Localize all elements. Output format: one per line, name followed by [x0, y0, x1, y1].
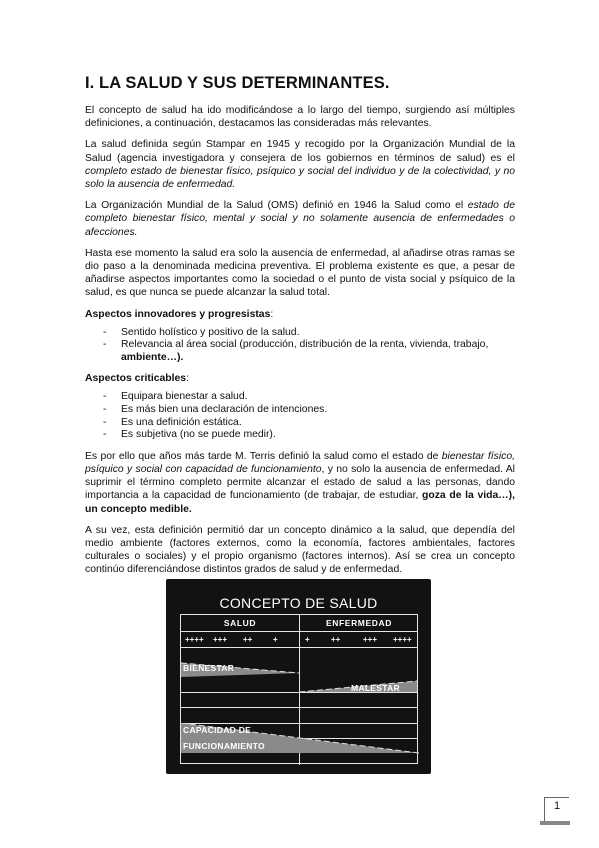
enf-mark: +++ — [363, 635, 378, 644]
paragraph-dynamic: A su vez, esta definición permitió dar un concepto dinámico a la salud, que dependía del medio ambiente (factores externos, como la economía, factores ambientales, factores culturales o sociales) y el propio organismo (factores internos). Así se crea un concepto continúo diferenciándose distintos grados de salud y de enfermedad. — [85, 524, 515, 576]
list-item: - Equipara bienestar a salud. — [85, 391, 515, 404]
list-item: - Es una definición estática. — [85, 417, 515, 430]
list-criticables — [85, 391, 515, 441]
page-content — [85, 74, 515, 585]
col-header-salud: SALUD — [223, 618, 257, 628]
paragraph-intro: El concepto de salud ha ido modificándose a lo largo del tiempo, surgiendo así múltiples definiciones, a continuación, destacamos las consideradas más relevantes. — [85, 105, 515, 130]
text-span: , y no solo la ausencia de enfermedad. Al suprimir el término completo permite alcanzar el estado de salud a las personas, dando importancia a la capacidad de funcionamiento (de trabajar, de estudiar, — [85, 464, 515, 502]
salud-mark: ++++ — [185, 635, 204, 644]
list-item — [85, 339, 515, 364]
page-number-bar — [540, 821, 570, 825]
bold-text: ambiente…). — [121, 351, 184, 363]
malestar-label: MALESTAR — [351, 683, 400, 693]
grid-line — [181, 647, 417, 648]
text-span: La salud definida según Stampar en 1945 y recogido por la Organización Mundial de la Salud (agencia investigadora y consejera de los gobiernos en términos de salud) es el — [85, 139, 515, 164]
list-item: - Sentido holístico y positivo de la salud. — [85, 327, 515, 340]
salud-mark: +++ — [213, 635, 228, 644]
page-title: I. LA SALUD Y SUS DETERMINANTES. — [85, 74, 390, 92]
heading-innovadores — [85, 308, 515, 321]
paragraph-oms — [85, 199, 515, 239]
enf-mark: ++ — [331, 635, 341, 644]
text-span: Es por ello que años más tarde M. Terris definió la salud como el estado de — [85, 450, 442, 462]
italic-definition: completo estado de bienestar físico, psíquico y social del individuo y de la colectividad, y no solo la ausencia de enfermedad. — [85, 165, 515, 191]
page-number: 1 — [553, 800, 561, 812]
text-span: La Organización Mundial de la Salud (OMS) definió en 1946 la Salud como el — [85, 200, 468, 212]
text-span: Relevancia al área social (producción, distribución de la renta, vivienda, trabajo, — [121, 339, 489, 351]
figure-title: CONCEPTO DE SALUD — [219, 595, 378, 611]
subheading-text: Aspectos innovadores y progresistas — [85, 308, 271, 320]
enf-mark: + — [305, 635, 310, 644]
italic-definition: estado de completo bienestar físico, mental y social y no solamente ausencia de enfermedades o afecciones. — [85, 200, 515, 238]
italic-definition: bienestar físico, psíquico y social con capacidad de funcionamiento — [85, 450, 515, 475]
col-header-enfermedad: ENFERMEDAD — [326, 618, 392, 628]
enf-mark: ++++ — [393, 635, 412, 644]
heading-criticables — [85, 372, 515, 385]
paragraph-stampar — [85, 138, 515, 191]
subheading-text: Aspectos criticables — [85, 373, 187, 385]
list-item: - Es subjetiva (no se puede medir). — [85, 429, 515, 442]
bienestar-label: BIENESTAR — [183, 663, 235, 673]
salud-mark: ++ — [243, 635, 253, 644]
salud-mark: + — [273, 635, 278, 644]
colon: : — [270, 308, 274, 320]
paragraph-history: Hasta ese momento la salud era solo la ausencia de enfermedad, al añadirse otras ramas se dio paso a la denominada medicina preventiva. El problema existente es que, a pesar de añadirse aspectos importantes como la sociedad o el punto de vista social y psíquico de la salud, es que nunca se puede alcanzar la salud total. — [85, 247, 515, 299]
grid-line — [181, 707, 417, 708]
paragraph-terris — [85, 450, 515, 516]
list-innovadores — [85, 327, 515, 365]
page-number-rule — [545, 797, 569, 798]
figure-grid — [180, 614, 418, 764]
bold-text: goza de la vida…), un concepto medible. — [85, 490, 515, 515]
capacidad-label-2: FUNCIONAMIENTO — [183, 741, 265, 751]
grid-line — [181, 631, 417, 632]
colon: : — [186, 373, 189, 385]
concepto-salud-figure — [166, 579, 431, 774]
capacidad-label-1: CAPACIDAD DE — [183, 725, 252, 735]
list-item: - Es más bien una declaración de intenciones. — [85, 404, 515, 417]
